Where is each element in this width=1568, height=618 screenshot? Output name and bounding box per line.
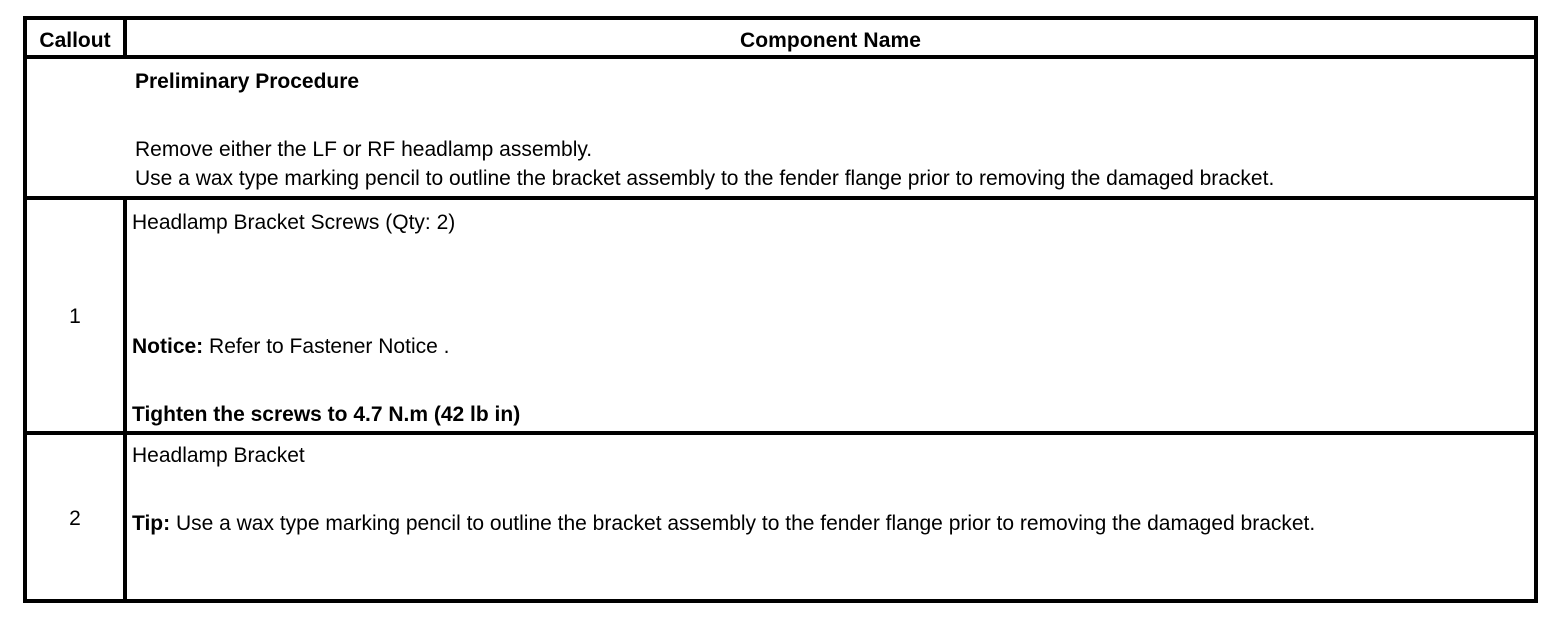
component-cell (127, 435, 1534, 603)
callout-column-header: Callout (39, 29, 111, 52)
callout-header-cell (27, 20, 127, 55)
component-name-column-header: Component Name (739, 29, 922, 52)
table-row (27, 200, 1534, 435)
notice-text (132, 334, 449, 359)
preliminary-procedure-row (27, 59, 1534, 200)
component-name-header-cell (127, 20, 1534, 55)
tip-label: Tip: (132, 512, 171, 535)
table-row (27, 435, 1534, 603)
component-cell (127, 200, 1534, 431)
tip-body: Use a wax type marking pencil to outline the bracket assembly to the fender flange prior to removing the damaged bracket. (170, 512, 1316, 535)
procedure-table (23, 16, 1538, 603)
tip-text (132, 511, 1472, 536)
preliminary-callout-cell (27, 59, 123, 196)
torque-specification: Tighten the screws to 4.7 N.m (42 lb in) (132, 403, 521, 426)
preliminary-step-mark-bracket: Use a wax type marking pencil to outline the bracket assembly to the fender flange prior to removing the damaged bracket. (135, 167, 1275, 190)
callout-cell (27, 435, 127, 603)
component-name: Headlamp Bracket (132, 444, 305, 467)
callout-cell (27, 200, 127, 431)
callout-number: 2 (69, 507, 81, 530)
preliminary-step-remove-headlamp: Remove either the LF or RF headlamp assembly. (135, 138, 593, 161)
preliminary-procedure-title: Preliminary Procedure (135, 70, 360, 93)
component-name: Headlamp Bracket Screws (Qty: 2) (132, 211, 456, 234)
table-header-row (27, 20, 1534, 59)
preliminary-content-cell (127, 59, 1534, 196)
notice-body: Refer to Fastener Notice . (203, 335, 450, 358)
callout-number: 1 (69, 305, 81, 328)
notice-label: Notice: (132, 335, 204, 358)
